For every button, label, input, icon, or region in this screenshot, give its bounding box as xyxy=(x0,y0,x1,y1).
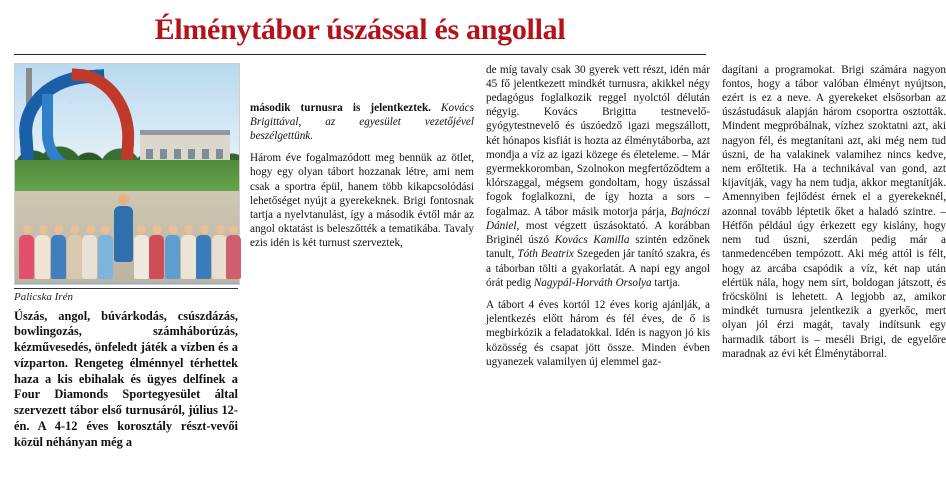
column-four-paragraph xyxy=(722,63,946,362)
continuation-italic-text: Kovács Brigittával, az egyesület vezetőjével beszélgettünk. xyxy=(250,101,474,142)
column-three xyxy=(486,63,710,370)
column-four xyxy=(722,63,946,362)
column-three-paragraph-one xyxy=(486,63,710,370)
paragraph-text: Három éve fogalmazódott meg bennük az ötlet, hogy egy olyan tábort hozzanak létre, ami nem csak a sportra épül, hanem több kikapcsolódási lehetőséget nyújt a gyerekeknek. Brigi fontosnak tartja a nyelvtanulást, így a második évtől már az angol oktatást is beleszőtték a tematikába. Tavaly ezis idén is két turnust szerveztek, xyxy=(250,152,474,250)
title-divider xyxy=(14,54,706,55)
column-one xyxy=(14,63,238,451)
camp-group-photo xyxy=(14,63,240,285)
article-columns xyxy=(14,63,946,451)
child-figure xyxy=(35,225,51,279)
paragraph-part: szintén edzőnek tanult, xyxy=(486,234,710,261)
child-figure xyxy=(134,225,150,279)
person-name: Nagypál-Horváth Orsolya xyxy=(533,276,652,289)
child-figure xyxy=(181,225,197,279)
person-name: Bajnóczi Dániel xyxy=(486,205,710,232)
child-figure xyxy=(82,225,98,279)
person-name: Kovács Kamilla xyxy=(554,234,630,247)
children-group xyxy=(15,165,239,284)
child-figure xyxy=(98,225,114,279)
paragraph-part: tartja. xyxy=(651,276,681,289)
paragraph-part: , most végzett úszásoktató. A korábban Briginél úszó xyxy=(486,219,710,247)
child-figure xyxy=(226,225,242,279)
column-two xyxy=(250,63,474,251)
lead-paragraph: Úszás, angol, búvárkodás, csúszdázás, bowlingozás, számháborúzás, kézművesedés, önfeledt játék a vízben és a vízparton. Rengeteg élménnyel térhettek haza a kis ebihalak és ügyes delfinek a Four Diamonds Sportegyesület által szervezett tábor első turnusáról, július 12-én. A 4-12 éves korosztály részt-vevői közül néhányan még a xyxy=(14,308,238,449)
child-figure xyxy=(51,225,67,279)
column-two-spacer xyxy=(250,63,474,101)
paragraph-text: dagítani a programokat. Brigi számára nagyon fontos, hogy a tábor valóban élményt nyújtson, ezért is ez a neve. A gyerekeket elsősorban az úszástudásuk alapján három csoportra osztották. Mindent megpróbálnak, vízhez szoktatni azt, aki nagyon fél, és megtanítani azt, aki még nem tud úszni, de ha valakinek valamihez nincs kedve, nem erőltetik. Ha a technikával van gond, azt kijavítják, vagy ha nem tudja, akkor megtanítják. Amennyiben fejlődést érnek el a gyerekeknél, azonnal tovább léptetik őket a haladó szintre. – Hétfőn például úgy érkezett egy kislány, hogy nem tud úszni, szerdán pedig már a tanmedencében tempózott. Aki még attól is félt, hogy az arcába csapódik a víz, két nap után elértük nála, hogy nem sírt, boldogan játszott, és fröcskölni is lehetett. A legjobb az, amikor mindkét turnusra jelentkezik a gyerkőc, mert olyan jól érzi magát, tavaly indítsunk egy harmadik tábort is – meséli Brigi, de egyelőre maradnak az évi két Élménytáborral. xyxy=(722,63,946,360)
person-name: Tóth Beatrix xyxy=(517,248,574,261)
paragraph-text: A tábort 4 éves kortól 12 éves korig ajánlják, a jelentkezés előtt három és fél éves, de ő is megbirkózik a feladatokkal. Idén is nagyon jó kis közösség és csapat jött össze. Minden évben ugyanezek valamilyen új elemmel gaz- xyxy=(486,299,710,368)
child-figure xyxy=(196,225,212,279)
child-figure xyxy=(149,225,165,279)
paragraph-part: Szegeden jár tanító szakra, és a táborban tölti a gyakorlatát. A napi egy angol órát pedig xyxy=(486,248,710,289)
photo-credit: Palicska Irén xyxy=(14,288,238,303)
column-two-paragraph xyxy=(250,151,474,251)
continuation-bold-text: második turnusra is jelentkeztek. xyxy=(250,101,431,114)
photo-container xyxy=(14,63,238,285)
column-two-intro xyxy=(250,101,474,144)
child-figure xyxy=(165,225,181,279)
paragraph-text xyxy=(486,63,710,291)
child-figure xyxy=(67,225,83,279)
paragraph-part: de míg tavaly csak 30 gyerek vett részt, idén már 45 fő jelentkezett mindkét turnusra, akikkel négy pedagógus foglalkozik reggel nyolctól délután négyig. Kovács Brigitta testnevelő-gyógytestnevelő és úszóedző igazi megszállott, két hónapos kisfiát is hozta az élménytáborba, azt mondja a víz az igazi közege és életeleme. – Már gyermekkoromban, Szolnokon megfertőződtem a klórszaggal, mégsem gondoltam, hogy úszással fogok foglalkozni, de így hozta a sors – fogalmaz. A tábor másik motorja párja, xyxy=(486,63,710,218)
adult-figure xyxy=(114,194,134,262)
child-figure xyxy=(19,225,35,279)
page-title: Élménytábor úszással és angollal xyxy=(154,13,566,46)
